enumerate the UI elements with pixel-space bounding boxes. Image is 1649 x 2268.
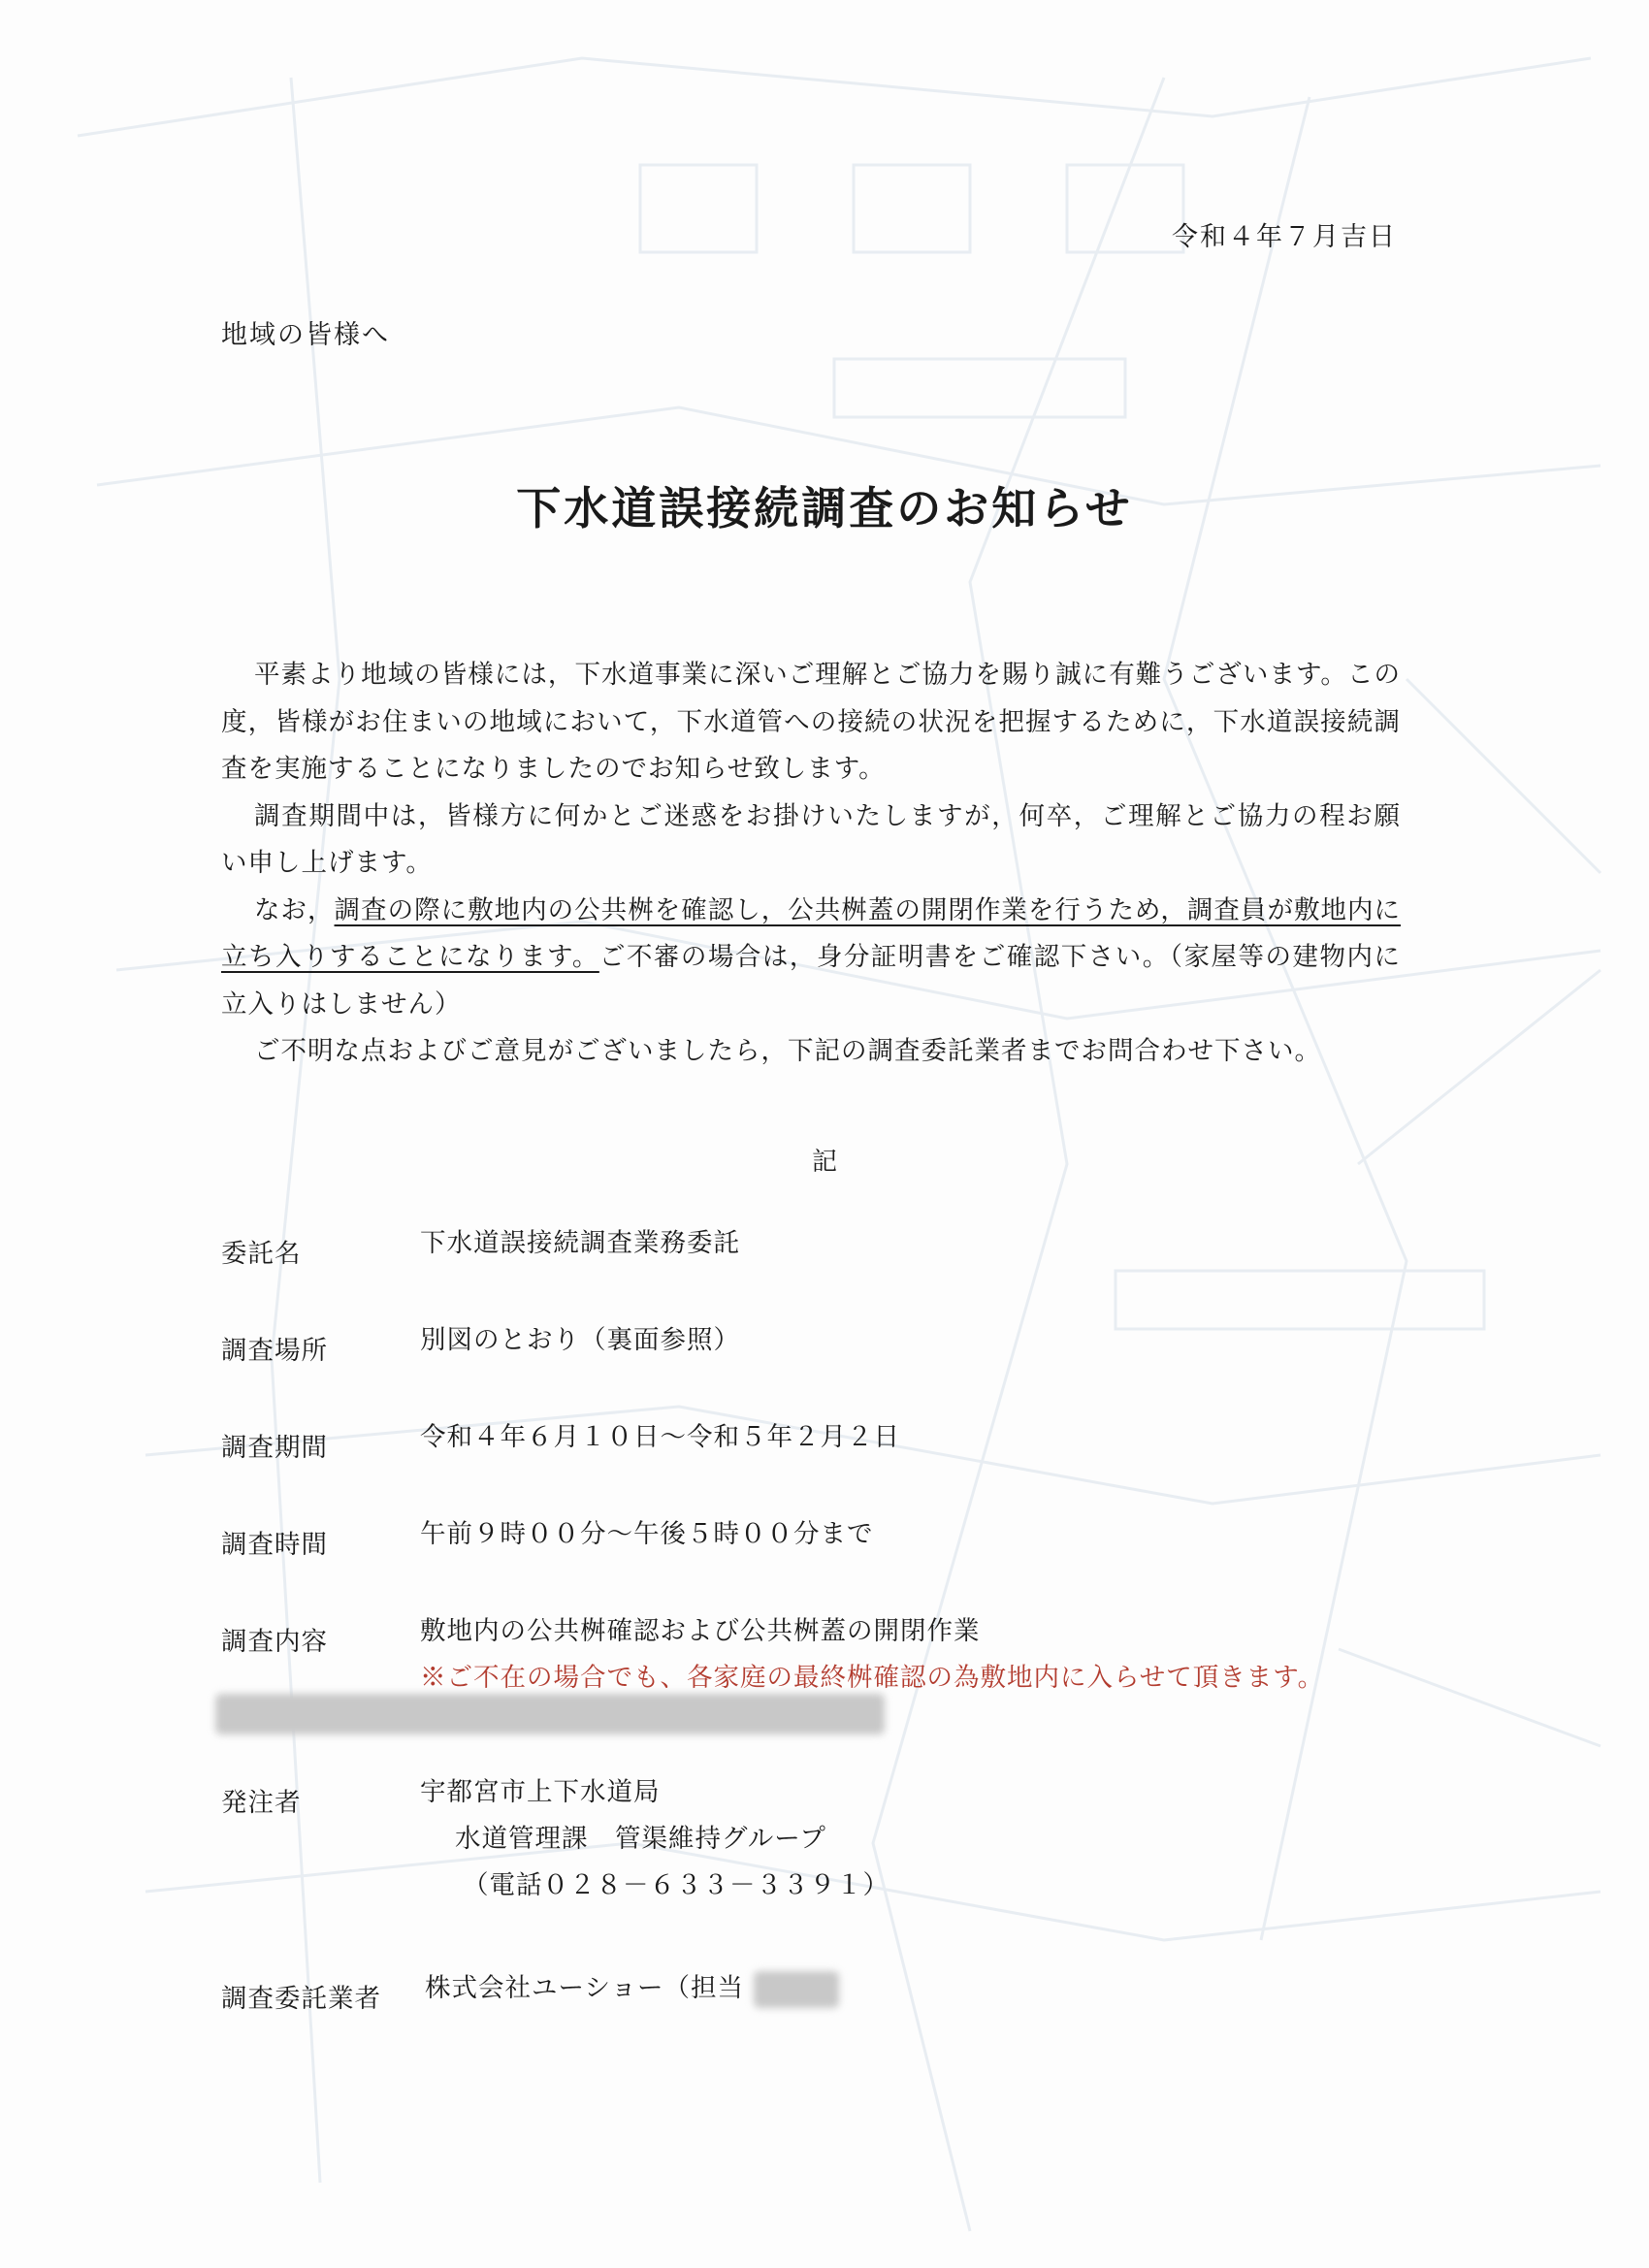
redacted-contact-name [754,1971,839,2008]
contractor-label: 調査委託業者 [221,1984,381,2014]
redacted-contact-details [215,1694,885,1734]
orderer-value-block [420,1769,889,1909]
site-entry-lead: なお， [254,894,335,925]
content-label: 調査内容 [221,1627,328,1657]
notice-body [221,652,1401,1076]
orderer-division: 水道管理課 管渠維持グループ [455,1824,826,1854]
content-value-block [420,1608,1324,1701]
addressee: 地域の皆様へ [221,320,390,350]
redaction-block [215,1694,885,1734]
hours-value: 午前９時００分～午後５時００分まで [420,1519,874,1549]
site-entry-underlined: 調査の際に敷地内の公共桝を確認し，公共桝蓋の開閉作業を行うため，調査員が敷地内に立ち入りすることになります。 [221,894,1401,972]
period-label: 調査期間 [221,1433,328,1463]
location-value: 別図のとおり（裏面参照） [420,1325,740,1355]
paragraph-intro: 平素より地域の皆様には，下水道事業に深いご理解とご協力を賜り誠に有難うございます。この度，皆様がお住まいの地域において，下水道管への接続の状況を把握するために，下水道誤接続調査を実施することになりましたのでお知らせ致します。 [221,660,1401,784]
paragraph-site-entry [221,888,1401,1029]
content-value: 敷地内の公共桝確認および公共桝蓋の開閉作業 [420,1616,981,1646]
page-title: 下水道誤接続調査のお知らせ [516,482,1133,535]
orderer-phone: （電話０２８－６３３－３３９１） [463,1870,889,1900]
absence-note: ※ご不在の場合でも、各家庭の最終桝確認の為敷地内に入らせて頂きます。 [420,1663,1325,1693]
hours-label: 調査時間 [221,1530,328,1560]
issue-date: 令和４年７月吉日 [1172,222,1397,252]
paragraph-contact: ご不明な点およびご意見がございましたら，下記の調査委託業者までお問合わせ下さい。 [254,1036,1321,1066]
contractor-value [425,1965,839,2012]
ki-heading: 記 [811,1148,837,1177]
site-entry-followup: ご不審の場合は，身分証明書をご確認下さい。（家屋等の建物内に立入りはしません） [221,942,1401,1020]
contract-label: 委託名 [221,1239,302,1269]
contractor-name: 株式会社ユーショー（担当 [425,1973,744,2003]
period-value: 令和４年６月１０日～令和５年２月２日 [420,1422,900,1452]
location-label: 調査場所 [221,1336,328,1366]
paragraph-apology: 調査期間中は，皆様方に何かとご迷惑をお掛けいたしますが，何卒，ご理解とご協力の程お願い申し上げます。 [221,800,1401,878]
orderer-bureau: 宇都宮市上下水道局 [420,1777,661,1807]
orderer-label: 発注者 [221,1788,302,1818]
contract-value: 下水道誤接続調査業務委託 [420,1228,740,1258]
